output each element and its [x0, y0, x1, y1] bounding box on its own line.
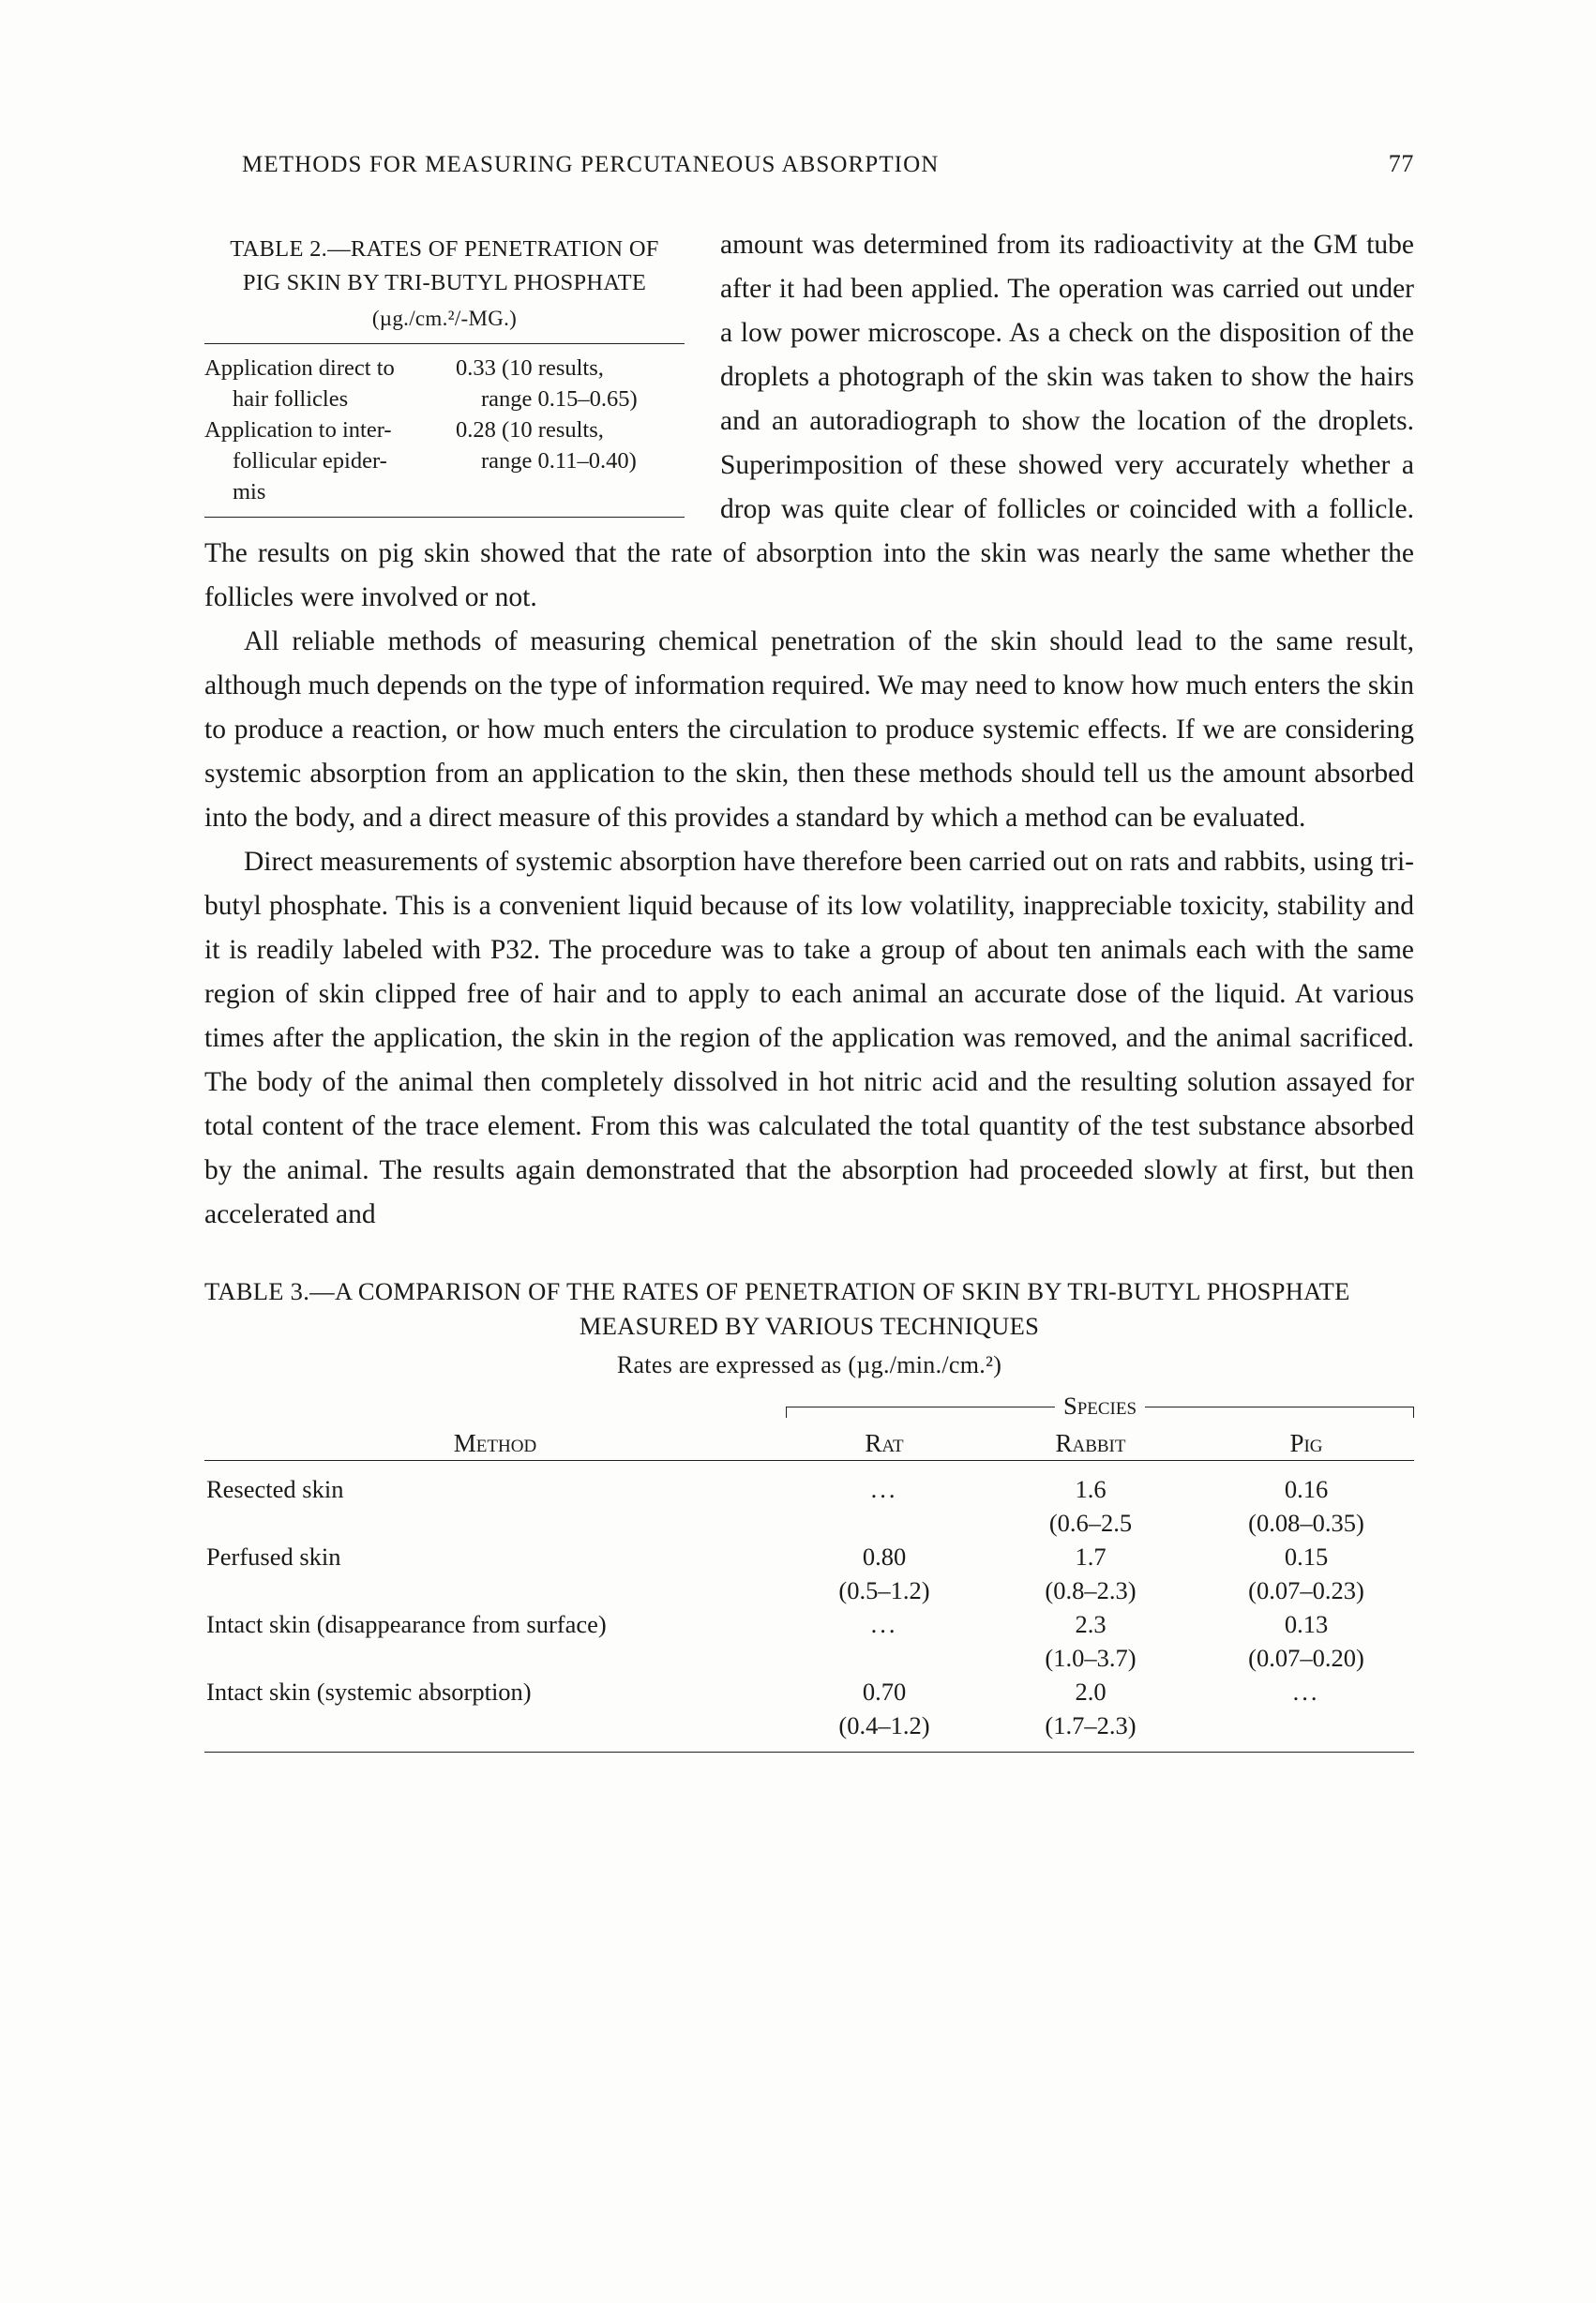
row-2-pig: 0.15: [1284, 1543, 1329, 1571]
row-3-pig: 0.13: [1284, 1610, 1329, 1638]
table-2-bottom-rule: [204, 517, 685, 518]
table-3-grid: [204, 1392, 1414, 1742]
running-head-title: METHODS FOR MEASURING PERCUTANEOUS ABSORPTION: [242, 152, 940, 177]
table-3-species-row: [204, 1395, 1414, 1429]
table-row: [204, 1540, 1414, 1573]
page-content: [204, 150, 1414, 1753]
row-2-pig-range: (0.07–0.23): [1248, 1576, 1364, 1604]
table-row-range: [204, 1641, 1414, 1675]
row-4-pig-range: [1198, 1708, 1414, 1742]
row-4-rabbit-range: (1.7–2.3): [1045, 1711, 1137, 1739]
table-row-range: [204, 1506, 1414, 1540]
table-2-row-2-label-line-2: follicular epider-: [233, 448, 387, 474]
row-2-rabbit: 1.7: [1075, 1543, 1107, 1571]
table-2-row-2-label-line-1: Application to inter-: [204, 417, 392, 443]
table-3-header-row: [204, 1429, 1414, 1458]
table-3-caption-line-3: Rates are expressed as (µg./min./cm.²): [616, 1351, 1002, 1378]
table-2-body: [204, 344, 685, 511]
row-1-rabbit: 1.6: [1075, 1475, 1107, 1503]
table-2-row-2-value-blank: [469, 476, 685, 507]
row-1-method: Resected skin: [206, 1475, 344, 1503]
row-1-pig-range: (0.08–0.35): [1248, 1509, 1364, 1537]
row-2-rat: 0.80: [862, 1543, 907, 1571]
table-2-row-1-label-line-1: Application direct to: [204, 355, 395, 381]
table-row: [204, 1607, 1414, 1641]
table-2-row-1-label-line-2: hair follicles: [233, 386, 349, 412]
table-row: [204, 1675, 1414, 1708]
row-1-rat: ...: [870, 1475, 898, 1503]
column-header-method: Method: [453, 1429, 537, 1457]
table-3: [204, 1274, 1414, 1753]
row-2-rat-range: (0.5–1.2): [838, 1576, 930, 1604]
table-row-range: [204, 1573, 1414, 1607]
table-row: [204, 1461, 1414, 1507]
running-head: [204, 150, 1414, 178]
paragraph-1: amount was determined from its radioactivity at the GM tube after it had been applied. The operation was carried out under a low power microscope. As a check on the disposition of the droplets a photograph of the skin was taken to show the hairs and an autoradiograph to show the location of the droplets. Superimposition of these showed very accurately whether a drop was quite clear of follicles or coincided with a follicle. The results on pig skin showed that the rate of absorption into the skin was nearly the same whether the follicles were involved or not.: [204, 230, 1414, 612]
row-4-method: Intact skin (systemic absorption): [206, 1678, 532, 1706]
row-3-rat: ...: [870, 1610, 898, 1638]
table-2-row-2-label-line-3: mis: [233, 479, 266, 504]
table-2-row-2-value-line-2: range 0.11–0.40): [481, 448, 637, 474]
row-4-pig: ...: [1292, 1678, 1320, 1706]
row-3-method: Intact skin (disappearance from surface): [206, 1610, 607, 1638]
table-2-caption: [204, 233, 685, 336]
table-3-caption: [204, 1274, 1414, 1382]
table-2-row-1-value-line-1: 0.33 (10 results,: [456, 355, 604, 381]
table-2-row: [204, 445, 685, 476]
table-3-caption-line-2: MEASURED BY VARIOUS TECHNIQUES: [579, 1312, 1040, 1340]
row-3-rat-range: [786, 1641, 983, 1675]
table-2-units: (µg./cm.²/-MG.): [371, 307, 518, 330]
table-2-row: [204, 384, 685, 414]
row-4-rabbit: 2.0: [1075, 1678, 1107, 1706]
row-3-rabbit: 2.3: [1075, 1610, 1107, 1638]
row-1-rat-range: [786, 1506, 983, 1540]
row-2-rabbit-range: (0.8–2.3): [1045, 1576, 1137, 1604]
table-3-body: [204, 1461, 1414, 1743]
page-number: 77: [1388, 150, 1414, 177]
table-2-row: [204, 414, 685, 445]
row-4-rat: 0.70: [862, 1678, 907, 1706]
species-label: Species: [1055, 1392, 1145, 1421]
table-3-bottom-rule: [204, 1752, 1414, 1753]
table-3-head: [204, 1392, 1414, 1461]
table-2-row: [204, 353, 685, 384]
table-2: [204, 233, 685, 518]
row-4-rat-range: (0.4–1.2): [838, 1711, 930, 1739]
paragraph-3: Direct measurements of systemic absorption have therefore been carried out on rats and rabbits, using tri-butyl phosphate. This is a convenient liquid because of its low volatility, inappreciable toxicity, stability and it is readily labeled with P32. The procedure was to take a group of about ten animals each with the same region of skin clipped free of hair and to apply to each animal an accurate dose of the liquid. At various times after the application, the skin in the region of the application was removed, and the animal sacrificed. The body of the animal then completely dissolved in hot nitric acid and the resulting solution assayed for total content of the trace element. From this was calculated the total quantity of the test substance absorbed by the animal. The results again demonstrated that the absorption had proceeded slowly at first, but then accelerated and: [204, 847, 1414, 1229]
table-3-caption-line-1: TABLE 3.—A COMPARISON OF THE RATES OF PENETRATION OF SKIN BY TRI-BUTYL PHOSPHATE: [204, 1277, 1350, 1305]
column-header-pig: Pig: [1289, 1429, 1323, 1457]
row-3-pig-range: (0.07–0.20): [1248, 1644, 1364, 1672]
table-2-caption-line-2: PIG SKIN BY TRI-BUTYL PHOSPHATE: [242, 270, 647, 295]
paragraph-2: All reliable methods of measuring chemical penetration of the skin should lead to the same result, although much depends on the type of information required. We may need to know how much enters the skin to produce a reaction, or how much enters the circulation to produce systemic effects. If we are considering systemic absorption from an application to the skin, then these methods should tell us the amount absorbed into the body, and a direct measure of this provides a standard by which a method can be evaluated.: [204, 626, 1414, 833]
species-group-header: [786, 1392, 1414, 1427]
row-1-pig: 0.16: [1284, 1475, 1329, 1503]
row-3-rabbit-range: (1.0–3.7): [1045, 1644, 1137, 1672]
table-2-row-2-value-line-1: 0.28 (10 results,: [456, 417, 604, 443]
column-header-rabbit: Rabbit: [1055, 1429, 1126, 1457]
table-2-caption-line-1: TABLE 2.—RATES OF PENETRATION OF: [230, 236, 659, 262]
row-1-rabbit-range: (0.6–2.5: [1048, 1509, 1133, 1537]
column-header-rat: Rat: [865, 1429, 904, 1457]
table-2-row: [204, 476, 685, 507]
table-2-row-1-value-line-2: range 0.15–0.65): [481, 386, 638, 412]
table-row-range: [204, 1708, 1414, 1742]
row-2-method: Perfused skin: [206, 1543, 341, 1571]
